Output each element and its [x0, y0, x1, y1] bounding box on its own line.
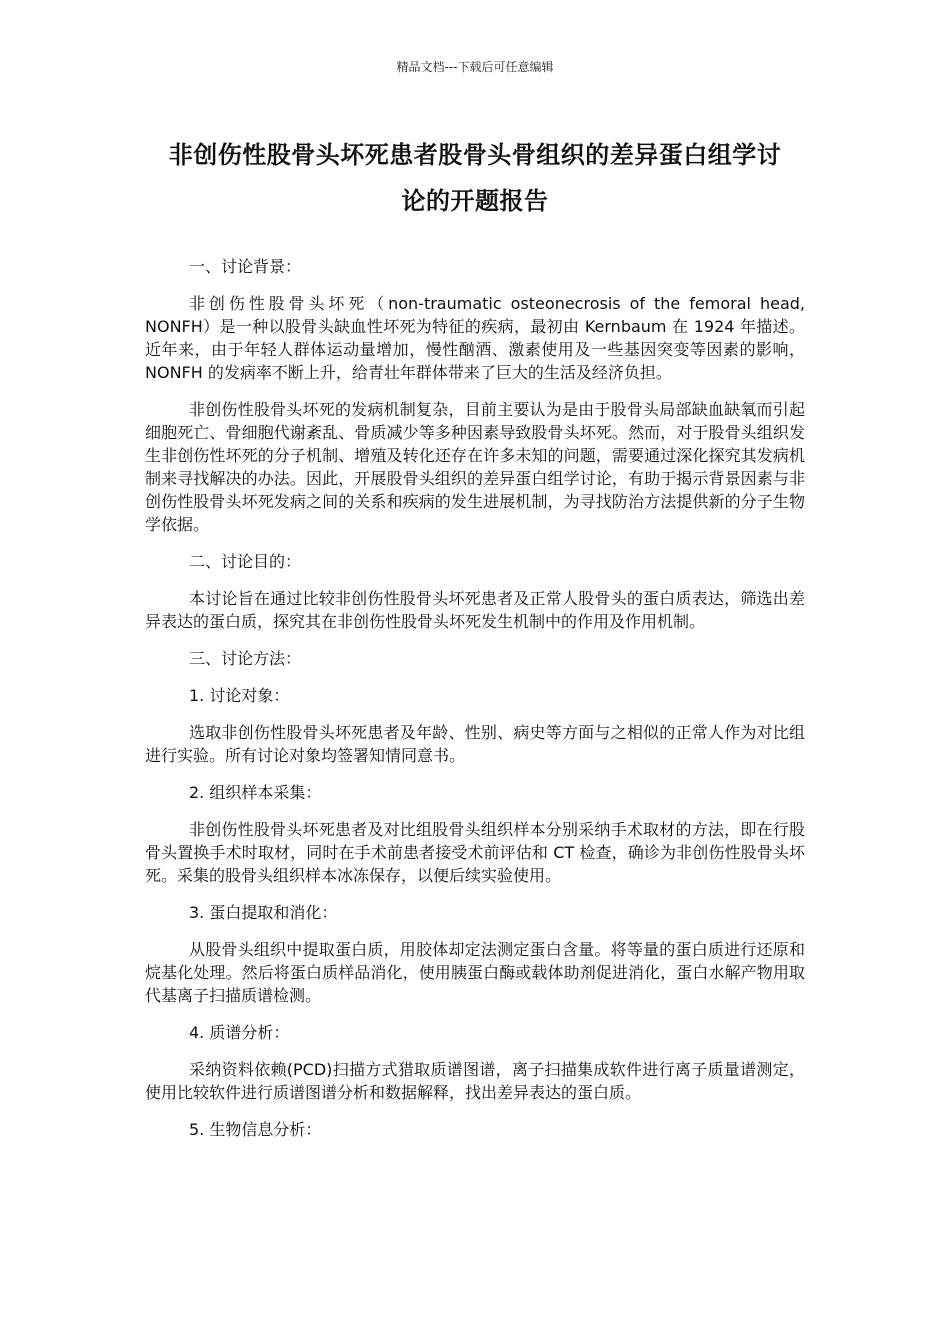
paragraph-background-1: 非创伤性股骨头坏死（non-traumatic osteonecrosis of the femoral head, NONFH）是一种以股骨头缺血性坏死为特征的疾病，最初由 Kernbaum 在 1924 年描述。近年来，由于年轻人群体运动量增加，慢性酗酒、激素使用及一些基因突变等因素的影响，NONFH 的发病率不断上升，给青壮年群体带来了巨大的生活及经济负担。 [145, 294, 805, 382]
title-line-1: 非创伤性股骨头坏死患者股骨头骨组织的差异蛋白组学讨 [168, 141, 782, 169]
section-heading-background: 一、讨论背景： [189, 257, 302, 276]
paragraph-purpose: 本讨论旨在通过比较非创伤性股骨头坏死患者及正常人股骨头的蛋白质表达，筛选出差异表达的蛋白质，探究其在非创伤性股骨头坏死发生机制中的作用及作用机制。 [145, 589, 805, 631]
paragraph-protein-extraction: 从股骨头组织中提取蛋白质，用胶体却定法测定蛋白含量。将等量的蛋白质进行还原和烷基化处理。然后将蛋白质样品消化，使用胰蛋白酶或载体助剂促进消化，蛋白水解产物用取代基离子扫描质谱检测。 [145, 940, 805, 1005]
subheading-bioinformatics: 5. 生物信息分析： [189, 1120, 322, 1139]
title-line-2: 论的开题报告 [401, 187, 549, 215]
paragraph-background-2: 非创伤性股骨头坏死的发病机制复杂，目前主要认为是由于股骨头局部缺血缺氧而引起细胞死亡、骨细胞代谢紊乱、骨质减少等多种因素导致股骨头坏死。然而，对于股骨头组织发生非创伤性坏死的分子机制、增殖及转化还存在许多未知的问题，需要通过深化探究其发病机制来寻找解决的办法。因此，开展股骨头组织的差异蛋白组学讨论，有助于揭示背景因素与非创伤性股骨头坏死发病之间的关系和疾病的发生进展机制，为寻找防治方法提供新的分子生物学依据。 [145, 400, 805, 534]
section-heading-methods: 三、讨论方法： [189, 649, 302, 668]
document-body [145, 255, 805, 1155]
paragraph-sample-collection: 非创伤性股骨头坏死患者及对比组股骨头组织样本分别采纳手术取材的方法，即在行股骨头置换手术时取材，同时在手术前患者接受术前评估和 CT 检查，确诊为非创伤性股骨头坏死。采集的股骨头组织样本冰冻保存，以便后续实验使用。 [145, 820, 805, 885]
header-note: 精品文档---下载后可任意编辑 [396, 60, 554, 74]
subheading-mass-spec: 4. 质谱分析： [189, 1023, 290, 1042]
paragraph-mass-spec: 采纳资料依赖(PCD)扫描方式猎取质谱图谱，离子扫描集成软件进行离子质量谱测定，使用比较软件进行质谱图谱分析和数据解释，找出差异表达的蛋白质。 [145, 1060, 805, 1102]
document-title [145, 132, 805, 224]
subheading-subjects: 1. 讨论对象： [189, 686, 290, 705]
subheading-sample-collection: 2. 组织样本采集： [189, 783, 322, 802]
section-heading-purpose: 二、讨论目的： [189, 552, 302, 571]
paragraph-subjects: 选取非创伤性股骨头坏死患者及年龄、性别、病史等方面与之相似的正常人作为对比组进行实验。所有讨论对象均签署知情同意书。 [145, 723, 805, 765]
subheading-protein-extraction: 3. 蛋白提取和消化： [189, 903, 338, 922]
